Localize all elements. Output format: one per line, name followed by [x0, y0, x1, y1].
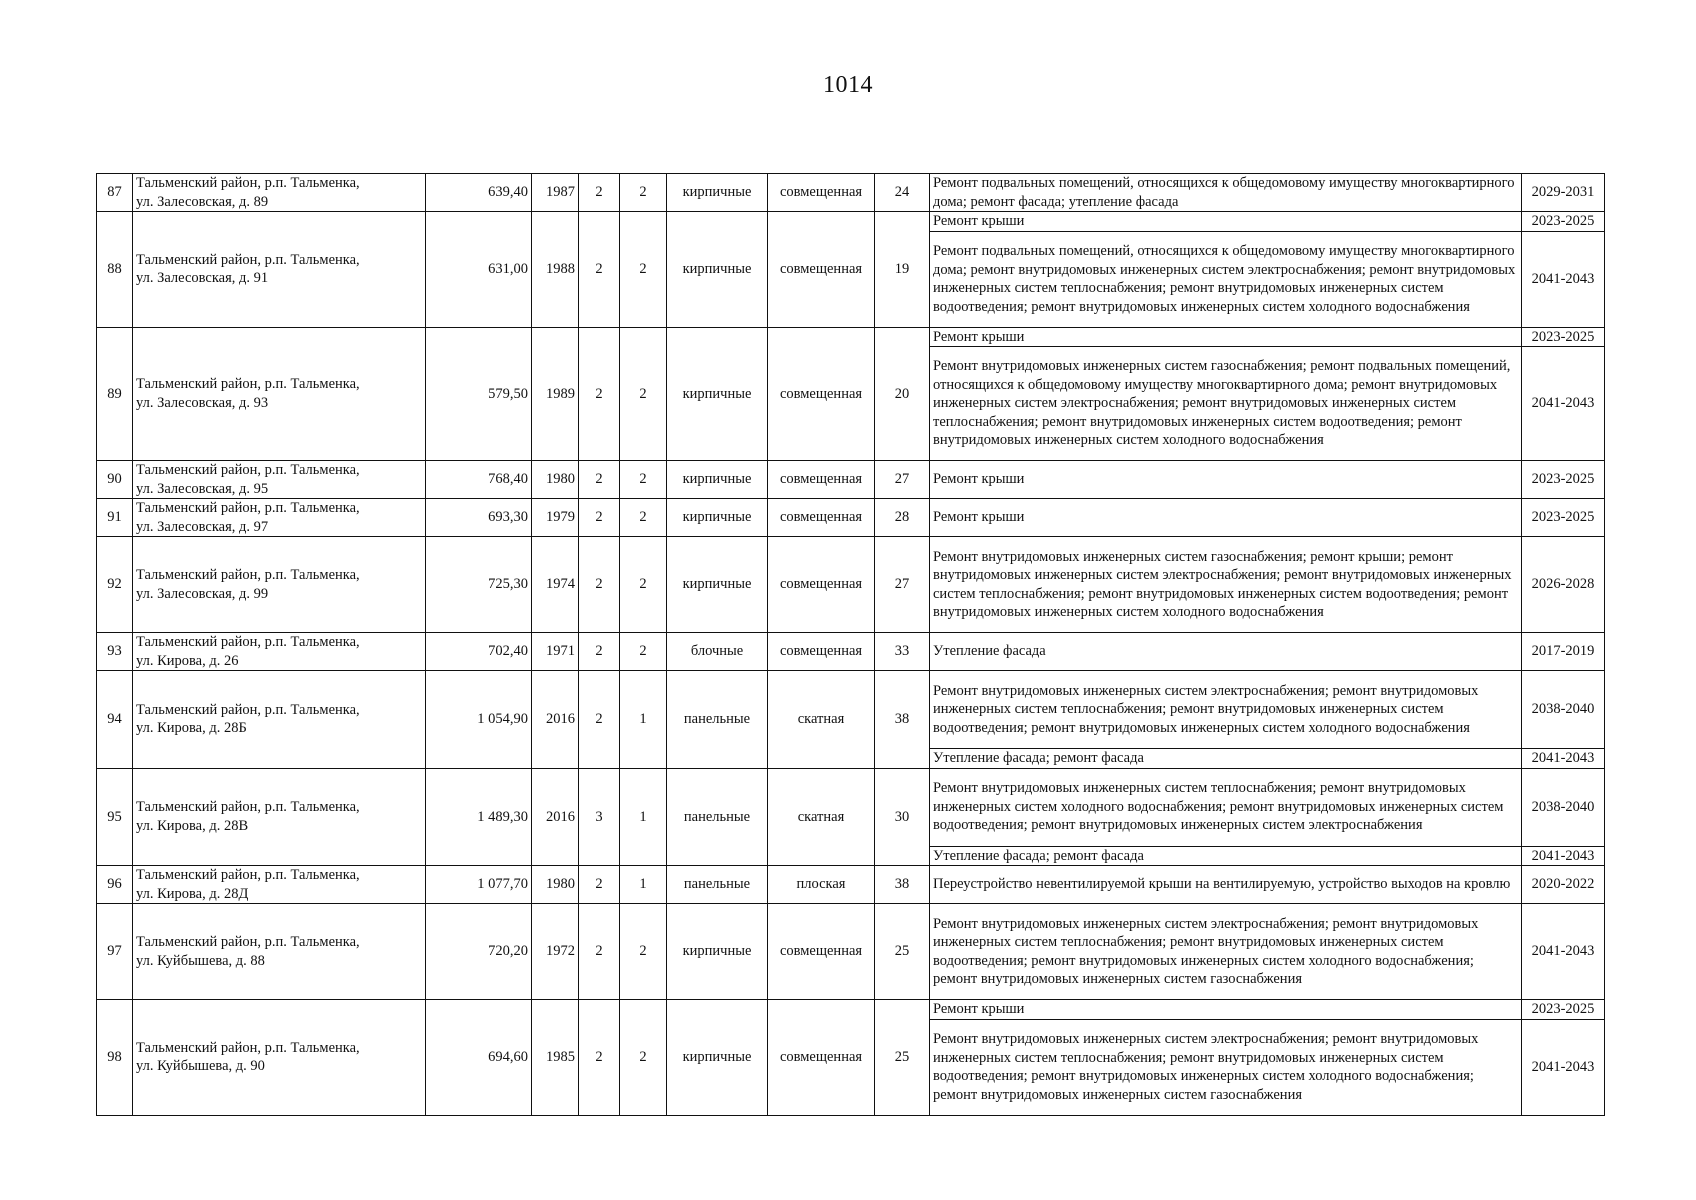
work-period-cell: 2023-2025	[1522, 499, 1605, 537]
floors-cell: 2	[579, 633, 620, 671]
work-description-cell: Утепление фасада	[930, 633, 1522, 671]
roof-type-cell: скатная	[768, 671, 875, 769]
work-period-cell: 2041-2043	[1522, 749, 1605, 769]
floors-cell: 2	[579, 904, 620, 1000]
roof-type-cell: скатная	[768, 768, 875, 866]
year-built-cell: 2016	[532, 768, 579, 866]
work-description-cell: Ремонт крыши	[930, 327, 1522, 347]
address-line: Тальменский район, р.п. Тальменка,	[136, 376, 360, 393]
wall-material-cell: кирпичные	[667, 1000, 768, 1116]
address-line: Тальменский район, р.п. Тальменка,	[136, 867, 360, 883]
address-cell	[133, 174, 426, 212]
area-cell: 694,60	[426, 1000, 532, 1116]
floors-cell: 2	[579, 537, 620, 633]
entrances-cell: 2	[620, 499, 667, 537]
floors-cell: 2	[579, 1000, 620, 1116]
year-built-cell: 1987	[532, 174, 579, 212]
wall-material-cell: панельные	[667, 866, 768, 904]
roof-type-cell: совмещенная	[768, 327, 875, 461]
work-period-cell: 2026-2028	[1522, 537, 1605, 633]
roof-type-cell: совмещенная	[768, 537, 875, 633]
entrances-cell: 2	[620, 461, 667, 499]
floors-cell: 2	[579, 866, 620, 904]
area-cell: 1 489,30	[426, 768, 532, 866]
wall-material-cell: блочные	[667, 633, 768, 671]
year-built-cell: 1980	[532, 461, 579, 499]
area-cell: 725,30	[426, 537, 532, 633]
roof-type-cell: совмещенная	[768, 499, 875, 537]
address-cell	[133, 866, 426, 904]
area-cell: 1 077,70	[426, 866, 532, 904]
address-line: Тальменский район, р.п. Тальменка,	[136, 500, 360, 516]
apartments-cell: 20	[875, 327, 930, 461]
work-period-cell: 2020-2022	[1522, 866, 1605, 904]
table-row	[97, 768, 1605, 846]
entrances-cell: 2	[620, 633, 667, 671]
address-cell	[133, 671, 426, 769]
work-period-cell: 2023-2025	[1522, 212, 1605, 232]
work-period-cell: 2038-2040	[1522, 768, 1605, 846]
floors-cell: 2	[579, 461, 620, 499]
floors-cell: 2	[579, 174, 620, 212]
roof-type-cell: совмещенная	[768, 633, 875, 671]
address-cell	[133, 904, 426, 1000]
housing-register-table	[96, 173, 1605, 1116]
area-cell: 639,40	[426, 174, 532, 212]
table-row	[97, 904, 1605, 1000]
entrances-cell: 1	[620, 866, 667, 904]
apartments-cell: 25	[875, 1000, 930, 1116]
table-row	[97, 1000, 1605, 1020]
table-row	[97, 499, 1605, 537]
roof-type-cell: совмещенная	[768, 904, 875, 1000]
address-cell	[133, 327, 426, 461]
work-description-cell: Ремонт подвальных помещений, относящихся к общедомовому имуществу многоквартирного дома; ремонт фасада; утепление фасада	[930, 174, 1522, 212]
wall-material-cell: кирпичные	[667, 327, 768, 461]
apartments-cell: 33	[875, 633, 930, 671]
address-line: Тальменский район, р.п. Тальменка,	[136, 567, 360, 583]
wall-material-cell: кирпичные	[667, 904, 768, 1000]
work-description-cell: Ремонт крыши	[930, 212, 1522, 232]
year-built-cell: 1971	[532, 633, 579, 671]
roof-type-cell: совмещенная	[768, 212, 875, 328]
address-cell	[133, 499, 426, 537]
table-body	[97, 174, 1605, 1116]
work-description-cell: Утепление фасада; ремонт фасада	[930, 749, 1522, 769]
work-description-cell: Ремонт крыши	[930, 461, 1522, 499]
wall-material-cell: кирпичные	[667, 499, 768, 537]
row-number-cell: 89	[97, 327, 133, 461]
address-line: ул. Кирова, д. 28Д	[136, 885, 249, 902]
entrances-cell: 2	[620, 537, 667, 633]
work-period-cell: 2041-2043	[1522, 846, 1605, 866]
address-line: ул. Куйбышева, д. 90	[136, 1058, 265, 1075]
row-number-cell: 90	[97, 461, 133, 499]
row-number-cell: 88	[97, 212, 133, 328]
table-row	[97, 866, 1605, 904]
floors-cell: 2	[579, 671, 620, 769]
row-number-cell: 96	[97, 866, 133, 904]
entrances-cell: 2	[620, 1000, 667, 1116]
row-number-cell: 91	[97, 499, 133, 537]
area-cell: 693,30	[426, 499, 532, 537]
work-period-cell: 2017-2019	[1522, 633, 1605, 671]
area-cell: 631,00	[426, 212, 532, 328]
address-line: ул. Кирова, д. 28В	[136, 817, 249, 834]
work-description-cell: Ремонт крыши	[930, 499, 1522, 537]
area-cell: 768,40	[426, 461, 532, 499]
address-line: ул. Кирова, д. 26	[136, 652, 239, 669]
apartments-cell: 38	[875, 671, 930, 769]
roof-type-cell: совмещенная	[768, 461, 875, 499]
address-line: ул. Залесовская, д. 91	[136, 270, 269, 287]
address-line: ул. Залесовская, д. 97	[136, 518, 269, 535]
area-cell: 1 054,90	[426, 671, 532, 769]
row-number-cell: 95	[97, 768, 133, 866]
page-number: 1014	[823, 72, 873, 98]
wall-material-cell: панельные	[667, 768, 768, 866]
address-cell	[133, 633, 426, 671]
work-period-cell: 2038-2040	[1522, 671, 1605, 749]
entrances-cell: 2	[620, 212, 667, 328]
address-cell	[133, 768, 426, 866]
address-line: Тальменский район, р.п. Тальменка,	[136, 175, 360, 191]
address-line: ул. Куйбышева, д. 88	[136, 952, 265, 969]
address-line: Тальменский район, р.п. Тальменка,	[136, 1039, 360, 1056]
area-cell: 579,50	[426, 327, 532, 461]
work-description-cell: Ремонт внутридомовых инженерных систем электроснабжения; ремонт внутридомовых инженерных систем теплоснабжения; ремонт внутридомовых инженерных систем водоотведения; ремонт внутридомовых инженерных систем холодного водоснабжения	[930, 671, 1522, 749]
work-description-cell: Утепление фасада; ремонт фасада	[930, 846, 1522, 866]
address-line: Тальменский район, р.п. Тальменка,	[136, 799, 360, 816]
area-cell: 702,40	[426, 633, 532, 671]
roof-type-cell: совмещенная	[768, 174, 875, 212]
wall-material-cell: кирпичные	[667, 174, 768, 212]
row-number-cell: 93	[97, 633, 133, 671]
apartments-cell: 38	[875, 866, 930, 904]
entrances-cell: 2	[620, 174, 667, 212]
row-number-cell: 94	[97, 671, 133, 769]
table-row	[97, 633, 1605, 671]
table-row	[97, 212, 1605, 232]
work-description-cell: Ремонт подвальных помещений, относящихся к общедомовому имуществу многоквартирного дома; ремонт внутридомовых инженерных систем электроснабжения; ремонт внутридомовых инженерных систем теплоснабжения; ремонт внутридомовых инженерных систем водоотведения; ремонт внутридомовых инженерных систем холодного водоснабжения	[930, 231, 1522, 327]
address-line: ул. Залесовская, д. 93	[136, 394, 269, 411]
apartments-cell: 25	[875, 904, 930, 1000]
apartments-cell: 19	[875, 212, 930, 328]
year-built-cell: 1985	[532, 1000, 579, 1116]
roof-type-cell: совмещенная	[768, 1000, 875, 1116]
address-line: ул. Залесовская, д. 89	[136, 193, 269, 210]
row-number-cell: 87	[97, 174, 133, 212]
entrances-cell: 1	[620, 671, 667, 769]
table-row	[97, 671, 1605, 749]
work-description-cell: Ремонт внутридомовых инженерных систем газоснабжения; ремонт подвальных помещений, относящихся к общедомовому имуществу многоквартирного дома; ремонт внутридомовых инженерных систем электроснабжения; ремонт внутридомовых инженерных систем теплоснабжения; ремонт внутридомовых инженерных систем водоотведения; ремонт внутридомовых инженерных систем холодного водоснабжения	[930, 347, 1522, 461]
year-built-cell: 1979	[532, 499, 579, 537]
floors-cell: 2	[579, 327, 620, 461]
address-cell	[133, 461, 426, 499]
area-cell: 720,20	[426, 904, 532, 1000]
address-line: ул. Залесовская, д. 99	[136, 585, 269, 602]
address-line: Тальменский район, р.п. Тальменка,	[136, 251, 360, 268]
work-description-cell: Ремонт крыши	[930, 1000, 1522, 1020]
year-built-cell: 1974	[532, 537, 579, 633]
floors-cell: 2	[579, 212, 620, 328]
wall-material-cell: кирпичные	[667, 461, 768, 499]
roof-type-cell: плоская	[768, 866, 875, 904]
address-cell	[133, 1000, 426, 1116]
work-description-cell: Ремонт внутридомовых инженерных систем теплоснабжения; ремонт внутридомовых инженерных систем холодного водоснабжения; ремонт внутридомовых инженерных систем водоотведения; ремонт внутридомовых инженерных систем электроснабжения	[930, 768, 1522, 846]
entrances-cell: 2	[620, 904, 667, 1000]
work-period-cell: 2041-2043	[1522, 1019, 1605, 1115]
floors-cell: 2	[579, 499, 620, 537]
work-description-cell: Переустройство невентилируемой крыши на вентилируемую, устройство выходов на кровлю	[930, 866, 1522, 904]
year-built-cell: 1980	[532, 866, 579, 904]
address-line: Тальменский район, р.п. Тальменка,	[136, 701, 360, 718]
table-row	[97, 174, 1605, 212]
work-period-cell: 2023-2025	[1522, 327, 1605, 347]
wall-material-cell: кирпичные	[667, 212, 768, 328]
work-period-cell: 2023-2025	[1522, 1000, 1605, 1020]
apartments-cell: 24	[875, 174, 930, 212]
work-description-cell: Ремонт внутридомовых инженерных систем электроснабжения; ремонт внутридомовых инженерных систем теплоснабжения; ремонт внутридомовых инженерных систем водоотведения; ремонт внутридомовых инженерных систем холодного водоснабжения; ремонт внутридомовых инженерных систем газоснабжения	[930, 904, 1522, 1000]
floors-cell: 3	[579, 768, 620, 866]
entrances-cell: 1	[620, 768, 667, 866]
row-number-cell: 92	[97, 537, 133, 633]
work-description-cell: Ремонт внутридомовых инженерных систем газоснабжения; ремонт крыши; ремонт внутридомовых инженерных систем электроснабжения; ремонт внутридомовых инженерных систем теплоснабжения; ремонт внутридомовых инженерных систем водоотведения; ремонт внутридомовых инженерных систем холодного водоснабжения	[930, 537, 1522, 633]
work-period-cell: 2041-2043	[1522, 231, 1605, 327]
entrances-cell: 2	[620, 327, 667, 461]
apartments-cell: 27	[875, 537, 930, 633]
work-period-cell: 2041-2043	[1522, 904, 1605, 1000]
apartments-cell: 30	[875, 768, 930, 866]
address-line: ул. Кирова, д. 28Б	[136, 720, 247, 737]
address-line: Тальменский район, р.п. Тальменка,	[136, 634, 360, 650]
apartments-cell: 27	[875, 461, 930, 499]
row-number-cell: 98	[97, 1000, 133, 1116]
address-line: ул. Залесовская, д. 95	[136, 480, 269, 497]
wall-material-cell: кирпичные	[667, 537, 768, 633]
apartments-cell: 28	[875, 499, 930, 537]
work-description-cell: Ремонт внутридомовых инженерных систем электроснабжения; ремонт внутридомовых инженерных систем теплоснабжения; ремонт внутридомовых инженерных систем водоотведения; ремонт внутридомовых инженерных систем холодного водоснабжения; ремонт внутридомовых инженерных систем газоснабжения	[930, 1019, 1522, 1115]
wall-material-cell: панельные	[667, 671, 768, 769]
table-row	[97, 461, 1605, 499]
year-built-cell: 1972	[532, 904, 579, 1000]
year-built-cell: 2016	[532, 671, 579, 769]
work-period-cell: 2041-2043	[1522, 347, 1605, 461]
year-built-cell: 1988	[532, 212, 579, 328]
work-period-cell: 2029-2031	[1522, 174, 1605, 212]
address-line: Тальменский район, р.п. Тальменка,	[136, 934, 360, 950]
table-row	[97, 327, 1605, 347]
address-cell	[133, 212, 426, 328]
address-line: Тальменский район, р.п. Тальменка,	[136, 462, 360, 478]
year-built-cell: 1989	[532, 327, 579, 461]
address-cell	[133, 537, 426, 633]
row-number-cell: 97	[97, 904, 133, 1000]
work-period-cell: 2023-2025	[1522, 461, 1605, 499]
table-row	[97, 537, 1605, 633]
